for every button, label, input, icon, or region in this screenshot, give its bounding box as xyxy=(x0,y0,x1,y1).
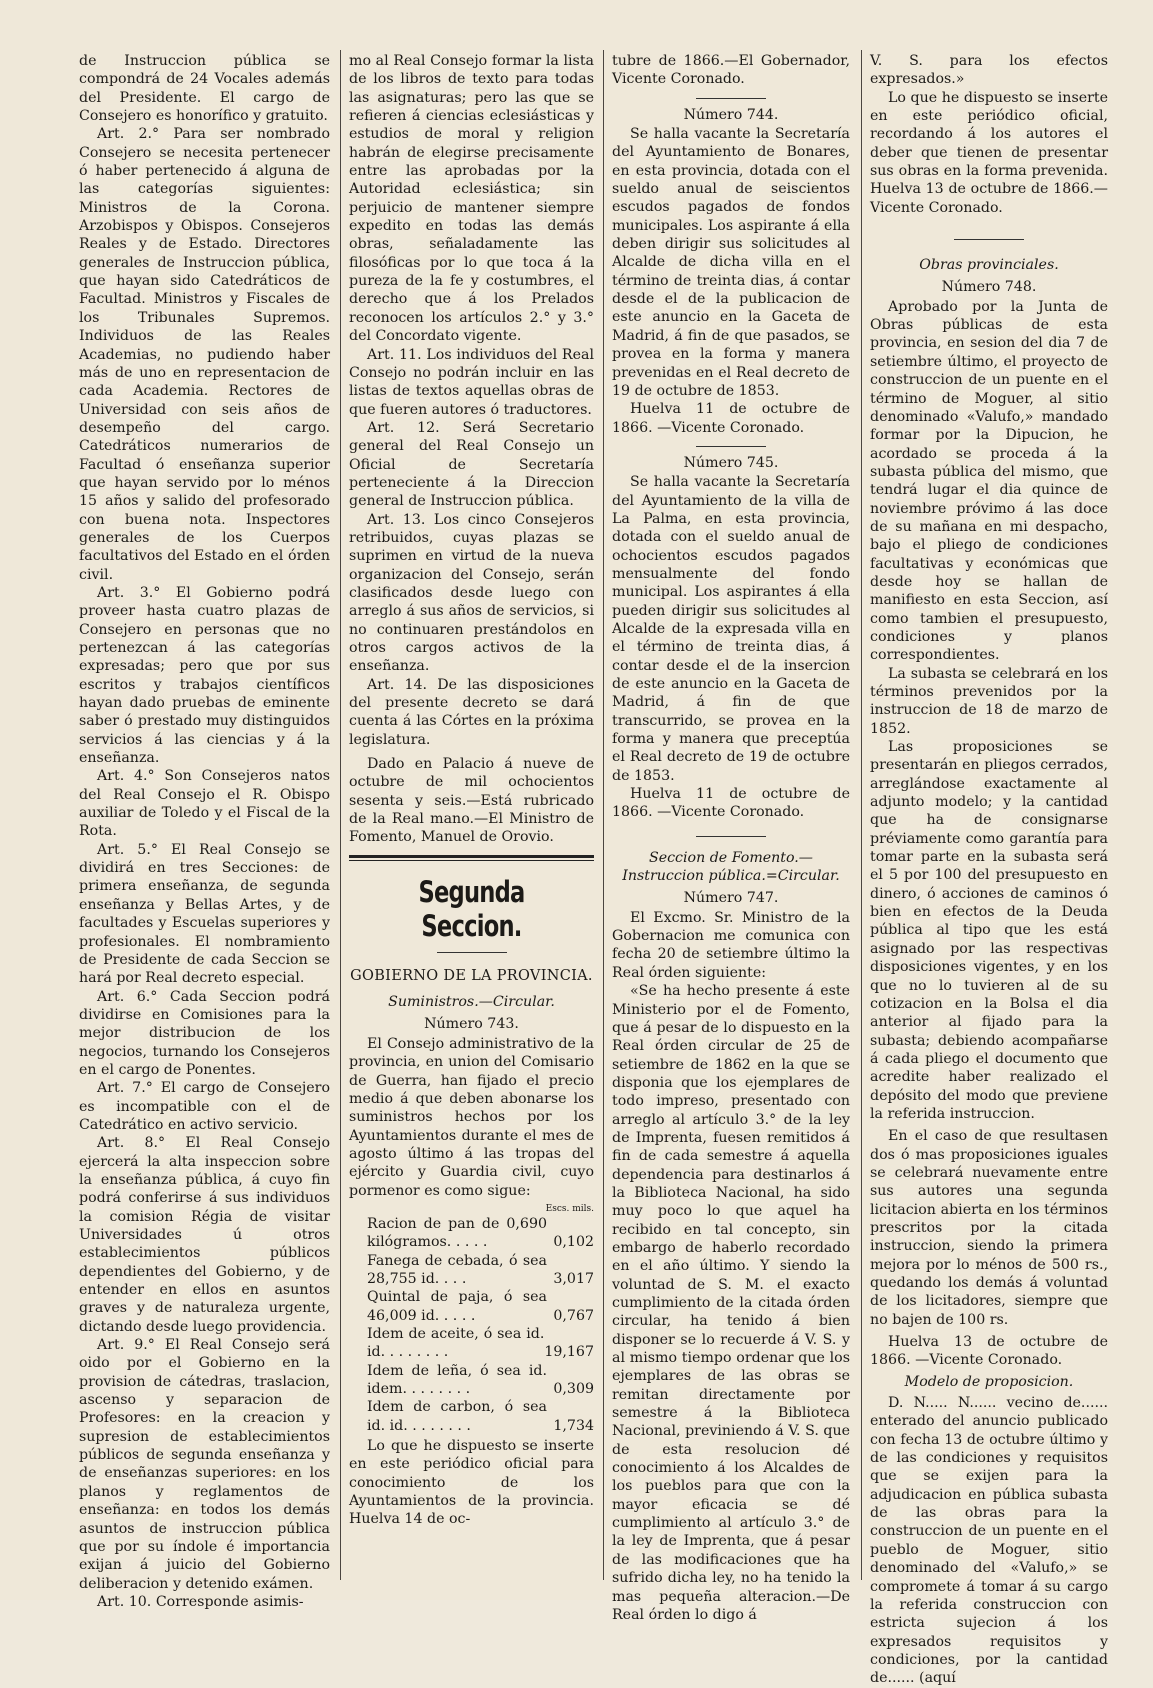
price-label: Idem de carbon, ó sea id. id. . . . . . . . xyxy=(367,1399,547,1434)
numero-744: Número 744. xyxy=(683,106,779,123)
numero-747: Número 747. xyxy=(683,890,779,907)
paragraph: Las proposiciones se presentarán en pliegos cerrados, arreglándose exactamente al adjunto modelo; y la cantidad que ha de consignarse préviamente como garantía para tomar parte en la subasta será el 5 por 100 del presupuesto en dinero, ó acciones de caminos ó bien en efectos de la Deuda pública al tipo que les está asignado por las respectivas disposiciones vigentes, y en los que no lo tuvieren al de su cotizacion en la Bolsa el dia anterior al fijado para la subasta; debiendo acompañarse á cada pliego el documento que acredite haber realizado el depósito del modo que previene la referida instruccion. xyxy=(870,739,1108,1122)
price-row xyxy=(349,1362,594,1399)
price-value: 3,017 xyxy=(553,1270,594,1287)
column-1 xyxy=(79,52,330,1611)
signature: Huelva 11 de octubre de 1866. —Vicente Coronado. xyxy=(612,401,850,436)
price-row xyxy=(349,1215,594,1252)
paragraph: Aprobado por la Junta de Obras públicas de esta provincia, en sesion del dia 7 de setiembre último, el proyecto de construccion de un puente en el término de Moguer, al sitio denominado «Valufo,» mandado formar por la Dipucion, he acordado se proceda á la subasta pública del mismo, que tendrá lugar el dia quince de noviembre próvimo á las doce de su mañana en mi despacho, bajo el pliego de condiciones facultativas y económicas que desde hoy se hallan de manifiesto en esta Seccion, así como tambien el presupuesto, condiciones y planos correspondientes. xyxy=(870,298,1108,664)
divider xyxy=(954,239,1024,240)
paragraph: D. N..... N...... vecino de...... enterado del anuncio publicado con fecha 13 de octubre último y de las condiciones y requisitos que se exijen para la adjudicacion en pública subasta de las obras para la construccion de un puente en el pueblo de Moguer, sitio denominado del «Valufo,» se compromete á tomar á su cargo la referida construccion con estricta sujecion á los expresados requisitos y condiciones, por la cantidad de...... (aquí xyxy=(870,1395,1108,1687)
column-rule xyxy=(603,50,604,1580)
paragraph: Lo que he dispuesto se inserte en este periódico oficial, recordando á los autores el deber que tienen de presentar sus obras en la forma prevenida. Huelva 13 de octubre de 1866.—Vicente Coronado. xyxy=(870,89,1108,216)
price-row xyxy=(349,1398,594,1435)
article-11: Art. 11. Los individuos del Real Consejo no podrán incluir en las listas de textos aquellas obras de que fueren autores ó traductores. xyxy=(349,346,594,418)
column-rule xyxy=(340,50,341,1580)
price-table xyxy=(349,1215,594,1435)
price-row xyxy=(349,1288,594,1325)
section-divider xyxy=(349,855,594,861)
price-label: Quintal de paja, ó sea 46,009 id. . . . . xyxy=(367,1289,547,1324)
units-label: Escs. mils. xyxy=(545,1203,594,1214)
divider xyxy=(696,836,766,837)
seccion-heading: Seccion de Fomento.—Instruccion pública.=Circular. xyxy=(622,849,840,885)
paragraph: de Instruccion pública se compondrá de 24 Vocales además del Presidente. El cargo de Consejero es honorífico y gratuito. xyxy=(79,53,330,125)
paragraph: En el caso de que resultasen dos ó mas proposiciones iguales se celebrará nuevamente entre sus autores una segunda licitacion abierta en los términos prescritos por la citada instruccion, siendo la primera mejora por lo ménos de 500 rs., quedando los demás á voluntad de los licitadores, siempre que no bajen de 100 rs. xyxy=(870,1128,1108,1328)
price-value: 0,102 xyxy=(553,1234,594,1251)
article-3: Art. 3.° El Gobierno podrá proveer hasta cuatro plazas de Consejero en personas que no pertenezcan á las categorías expresadas; pero que por sus escritos y trabajos científicos hayan dado pruebas de eminente saber ó prestado muy distinguidos servicios á las ciencias y á la enseñanza. xyxy=(79,584,330,767)
signature: Huelva 13 de octubre de 1866. —Vicente Coronado. xyxy=(870,1334,1108,1369)
column-4 xyxy=(870,52,1108,1688)
section-title: Segunda Seccion. xyxy=(418,874,525,943)
divider xyxy=(696,446,766,447)
column-2 xyxy=(349,52,594,1529)
numero-743: Número 743. xyxy=(424,1016,519,1033)
signature: Huelva 11 de octubre de 1866. —Vicente Coronado. xyxy=(612,786,850,821)
article-5: Art. 5.° El Real Consejo se dividirá en tres Secciones: de primera enseñanza, de segunda enseñanza y Bellas Artes, y de facultades y Escuelas superiores y profesionales. El nombramiento de Presidente de cada Seccion se hará por Real decreto especial. xyxy=(79,841,330,987)
article-14: Art. 14. De las disposiciones del presente decreto se dará cuenta á las Córtes en la próxima legislatura. xyxy=(349,676,594,748)
paragraph: El Excmo. Sr. Ministro de la Gobernacion me comunica con fecha 20 de setiembre último la Real órden siguiente: xyxy=(612,909,850,981)
paragraph: Se halla vacante la Secretaría del Ayuntamiento de Bonares, en esta provincia, dotada con el sueldo anual de seiscientos escudos pagados de fondos municipales. Los aspirante á ella deben dirigir sus solicitudes al Alcalde de dicha villa en el término de treinta dias, á contar desde el de la publicacion de este anuncio en la Gaceta de Madrid, á fin de que pasados, se provea en la forma y manera prevenidas en el Real decreto de 19 de octubre de 1853. xyxy=(612,126,850,399)
article-9: Art. 9.° El Real Consejo será oido por el Gobierno en la provision de cátedras, traslacion, ascenso y separacion de Profesores: en la creacion y supresion de establecimientos públicos de segunda enseñanza y de enseñanzas superiores: en los planos y reglamentos de enseñanza: en todos los demás asuntos de instruccion pública que por su índole é importancia exijan á juicio del Gobierno deliberacion y detenido exámen. xyxy=(79,1337,330,1592)
article-2: Art. 2.° Para ser nombrado Consejero se necesita pertenecer ó haber pertenecido á alguna de las categorías siguientes: Ministros de la Corona. Arzobispos y Obispos. Consejeros Reales y de Estado. Directores generales de Instruccion pública, que hayan sido Catedráticos de Facultad. Ministros y Fiscales de los Tribunales Supremos. Individuos de las Reales Academias, no pudiendo haber más de uno en representacion de cada Academia. Rectores de Universidad con seis años de desempeño del cargo. Catedráticos numerarios de Facultad ó enseñanza superior que hayan servido por lo ménos 15 años y salido del profesorado con buena nota. Inspectores generales de los Cuerpos facultativos del Estado en el órden civil. xyxy=(79,126,330,583)
price-row xyxy=(349,1325,594,1362)
price-value: 19,167 xyxy=(544,1344,594,1361)
gobierno-heading: GOBIERNO DE LA PROVINCIA. xyxy=(350,967,593,984)
price-row xyxy=(349,1252,594,1289)
article-13: Art. 13. Los cinco Consejeros retribuidos, cuyas plazas se suprimen en virtud de la nueva organizacion del Consejo, serán clasificados desde luego con arreglo á sus años de servicios, si no continuaren prestándolos en otros cargos activos de la enseñanza. xyxy=(349,511,594,675)
modelo-heading: Modelo de proposicion. xyxy=(904,1373,1074,1390)
price-value: 1,734 xyxy=(553,1417,594,1434)
column-rule xyxy=(861,50,862,1580)
price-label: Racion de pan de 0,690 kilógramos. . . . . xyxy=(367,1215,547,1251)
paragraph: La subasta se celebrará en los términos prevenidos por la instruccion de 18 de marzo de 1852. xyxy=(870,665,1108,737)
column-3 xyxy=(612,52,850,1624)
paragraph: mo al Real Consejo formar la lista de los libros de texto para todas las asignaturas; pero las que se refieren á ciencias eclesiásticas y estudios de moral y religion habrán de elegirse precisamente entre las aprobadas por la Autoridad eclesiástica; sin perjuicio de mantener siempre expedito en todas las demás obras, señaladamente las filosóficas por lo que toca á la pureza de la fe y costumbres, el derecho que á los Prelados reconocen los artículos 2.° y 3.° del Concordato vigente. xyxy=(349,53,594,345)
suministros-heading: Suministros.—Circular. xyxy=(388,994,555,1011)
paragraph: tubre de 1866.—El Gobernador, Vicente Coronado. xyxy=(612,53,850,88)
paragraph: V. S. para los efectos expresados.» xyxy=(870,53,1108,88)
article-12: Art. 12. Será Secretario general del Real Consejo un Oficial de Secretaría perteneciente á la Direccion general de Instruccion pública. xyxy=(349,419,594,510)
paragraph: Lo que he dispuesto se inserte en este periódico oficial para conocimiento de los Ayuntamientos de la provincia. Huelva 14 de oc- xyxy=(349,1438,594,1528)
article-4: Art. 4.° Son Consejeros natos del Real Consejo el R. Obispo auxiliar de Toledo y el Fiscal de la Rota. xyxy=(79,768,330,840)
decree-closing: Dado en Palacio á nueve de octubre de mil ochocientos sesenta y seis.—Está rubricado de la Real mano.—El Ministro de Fomento, Manuel de Orovio. xyxy=(349,756,594,846)
price-label: Idem de aceite, ó sea id. id. . . . . . . . xyxy=(367,1325,545,1361)
price-value: 0,767 xyxy=(553,1307,594,1324)
price-value: 0,309 xyxy=(553,1381,594,1397)
paragraph: «Se ha hecho presente á este Ministerio por el de Fomento, que á pesar de lo dispuesto en la Real órden circular de 25 de setiembre de 1862 en la que se disponia que los ejemplares de todo impreso, presentado con arreglo al artículo 3.° de la ley de Imprenta, fuesen remitidos á fin de cada semestre á aquella dependencia para destinarlos á la Biblioteca Nacional, ha sido muy poco lo que aquel ha recibido en tal concepto, sin embargo de haberlo recordado en el año último. Y siendo la voluntad de S. M. el exacto cumplimiento de la citada órden circular, ha tenido á bien disponer se lo recuerde á V. S. y al mismo tiempo ordenar que los ejemplares de las obras se remitan directamente por semestre á la Biblioteca Nacional, previniendo á V. S. que de esta resolucion dé conocimiento á los Alcaldes de los pueblos para que con la mayor eficacia se dé cumplimiento al artículo 3.° de la ley de Imprenta, que á pesar de las modificaciones que ha sufrido dicha ley, no ha tenido la mas pequeña alteracion.—De Real órden lo digo á xyxy=(612,983,850,1623)
paragraph: El Consejo administrativo de la provincia, en union del Comisario de Guerra, han fijado el precio medio á que deben abonarse los suministros hechos por los Ayuntamientos durante el mes de agosto último á las tropas del ejército y Guardia civil, cuyo pormenor es como sigue: xyxy=(349,1035,594,1199)
article-8: Art. 8.° El Real Consejo ejercerá la alta inspeccion sobre la enseñanza pública, á cuyo fin podrá conferirse á sus individuos la comision Régia de visitar Universidades ú otros establecimientos públicos dependientes del Gobierno, y de entender en ellos en asuntos graves y de naturaleza urgente, dictando desde luego providencia. xyxy=(79,1135,330,1335)
divider xyxy=(696,98,766,99)
article-7: Art. 7.° El cargo de Consejero es incompatible con el de Catedrático en activo servicio. xyxy=(79,1080,330,1133)
numero-748: Número 748. xyxy=(941,279,1037,296)
obras-heading: Obras provinciales. xyxy=(919,257,1059,274)
article-6: Art. 6.° Cada Seccion podrá dividirse en Comisiones para la mejor distribucion de los negocios, turnando los Consejeros en el cargo de Ponentes. xyxy=(79,988,330,1078)
paragraph: Se halla vacante la Secretaría del Ayuntamiento de la villa de La Palma, en esta provincia, dotada con el sueldo anual de ochocientos escudos pagados mensualmente del fondo municipal. Los aspirantes á ella pueden dirigir sus solicitudes al Alcalde de la expresada villa en el término de treinta dias, á contar desde el de la insercion de este anuncio en la Gaceta de Madrid, á fin de que transcurrido, se provea en la forma y manera que preceptúa el Real decreto de 19 de octubre de 1853. xyxy=(612,474,850,784)
article-10: Art. 10. Corresponde asimis- xyxy=(97,1593,304,1610)
divider xyxy=(437,952,507,953)
price-label: Fanega de cebada, ó sea 28,755 id. . . . xyxy=(367,1252,547,1287)
numero-745: Número 745. xyxy=(683,454,779,471)
price-label: Idem de leña, ó sea id. idem. . . . . . . . xyxy=(367,1362,547,1397)
